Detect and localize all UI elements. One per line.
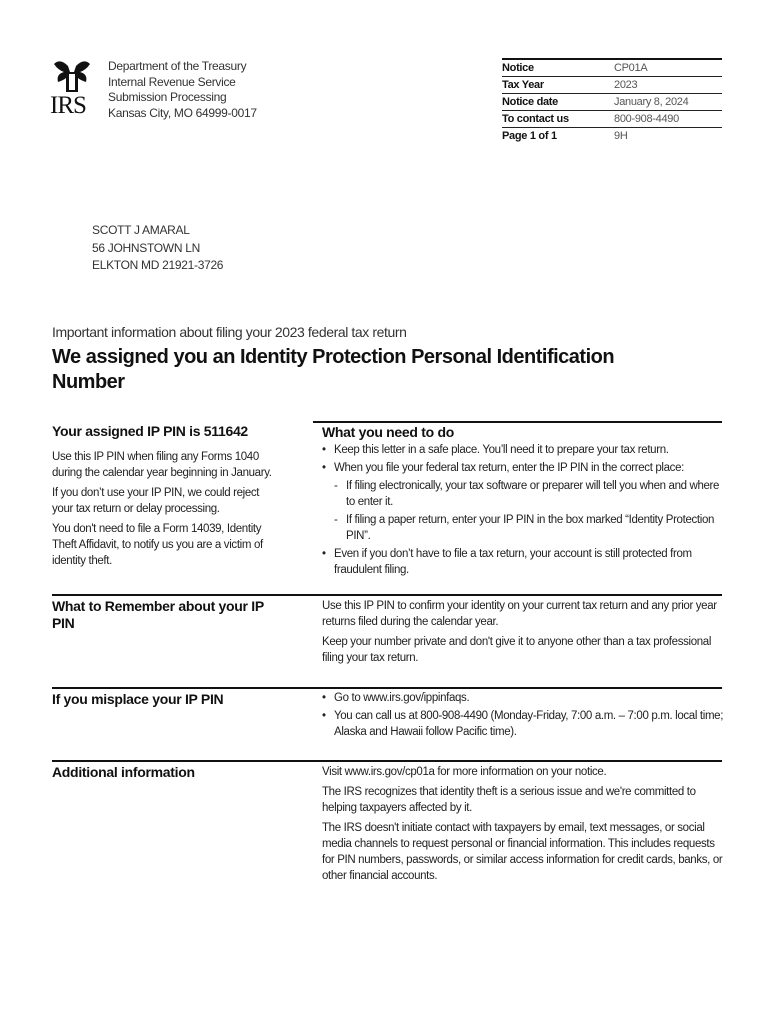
paragraph: If you don’t use your IP PIN, we could reject your tax return or delay processing. [52, 487, 260, 515]
info-value: 800-908-4490 [614, 111, 722, 128]
table-row [502, 94, 722, 111]
list-item: - If filing a paper return, enter your IP PIN in the box marked “Identity Protection PIN”. [322, 512, 727, 544]
paragraph: Use this IP PIN when filing any Forms 1040 during the calendar year beginning in January. [52, 451, 272, 479]
misplace-section [322, 690, 727, 742]
address-line: Kansas City, MO 64999-0017 [108, 105, 257, 120]
paragraph: The IRS recognizes that identity theft is a serious issue and we're committed to helping taxpayers affected by it. [322, 786, 696, 814]
address-line: Submission Processing [108, 90, 227, 105]
recipient-address [92, 222, 223, 275]
misplace-heading-wrap [52, 691, 282, 708]
list-item: • You can call us at 800-908-4490 (Monday-Friday, 7:00 a.m. – 7:00 p.m. local time; Alaska and Hawaii follow Pacific time). [322, 708, 727, 740]
irs-logo [50, 58, 94, 120]
list-item: • Even if you don’t have to file a tax return, your account is still protected from fraudulent filing. [322, 546, 727, 578]
list-item: • Go to www.irs.gov/ippinfaqs. [322, 690, 727, 706]
paragraph: Visit www.irs.gov/cp01a for more information on your notice. [322, 766, 607, 778]
info-value: CP01A [614, 59, 722, 77]
additional-heading-wrap [52, 764, 282, 781]
todo-heading: What you need to do [322, 424, 454, 440]
pin-section [52, 423, 282, 573]
info-label: Tax Year [502, 77, 614, 94]
info-label: Notice date [502, 94, 614, 111]
pin-heading: Your assigned IP PIN is 511642 [52, 423, 248, 439]
page-title: We assigned you an Identity Protection Personal Identification Number [52, 346, 615, 393]
remember-heading-wrap [52, 598, 277, 632]
info-label: To contact us [502, 111, 614, 128]
info-label: Page 1 of 1 [502, 128, 614, 145]
table-row [502, 77, 722, 94]
info-label: Notice [502, 59, 614, 77]
irs-logo-text: IRS [50, 92, 86, 119]
subtitle: Important information about filing your 2023 federal tax return [52, 324, 407, 340]
notice-info-table [502, 58, 722, 144]
divider [52, 687, 722, 689]
info-value: January 8, 2024 [614, 94, 722, 111]
additional-section [322, 764, 727, 888]
recipient-line: ELKTON MD 21921-3726 [92, 258, 224, 272]
table-row [502, 59, 722, 77]
info-value: 9H [614, 128, 722, 145]
paragraph: Use this IP PIN to confirm your identity on your current tax return and any prior year returns filed during the calendar year. [322, 600, 717, 628]
address-line: Department of the Treasury [108, 59, 247, 73]
table-row [502, 111, 722, 128]
misplace-heading: If you misplace your IP PIN [52, 691, 224, 707]
divider [52, 760, 722, 762]
table-row [502, 128, 722, 145]
paragraph: Keep your number private and don't give it to anyone other than a tax professional filing your tax return. [322, 636, 712, 664]
list-item: • Keep this letter in a safe place. You’ll need it to prepare your tax return. [322, 442, 727, 458]
recipient-line: SCOTT J AMARAL [92, 223, 190, 237]
irs-eagle-icon [50, 58, 94, 94]
sender-address [108, 59, 257, 121]
list-item: • When you file your federal tax return, enter the IP PIN in the correct place: [322, 460, 727, 476]
remember-heading: What to Remember about your IP PIN [52, 598, 264, 631]
list-item: - If filing electronically, your tax software or preparer will tell you when and where to enter it. [322, 478, 727, 510]
additional-heading: Additional information [52, 764, 195, 780]
remember-section [322, 598, 722, 670]
recipient-line: 56 JOHNSTOWN LN [92, 240, 200, 255]
address-line: Internal Revenue Service [108, 74, 236, 89]
todo-section [322, 424, 727, 580]
paragraph: You don't need to file a Form 14039, Identity Theft Affidavit, to notify us you are a victim of identity theft. [52, 523, 263, 567]
divider [313, 421, 722, 423]
paragraph: The IRS doesn't initiate contact with taxpayers by email, text messages, or social media channels to request personal or financial information. This includes requests for PIN numbers, passwords, or similar access information for credit cards, banks, or other financial accounts. [322, 822, 723, 882]
divider [52, 594, 722, 596]
info-value: 2023 [614, 77, 722, 94]
